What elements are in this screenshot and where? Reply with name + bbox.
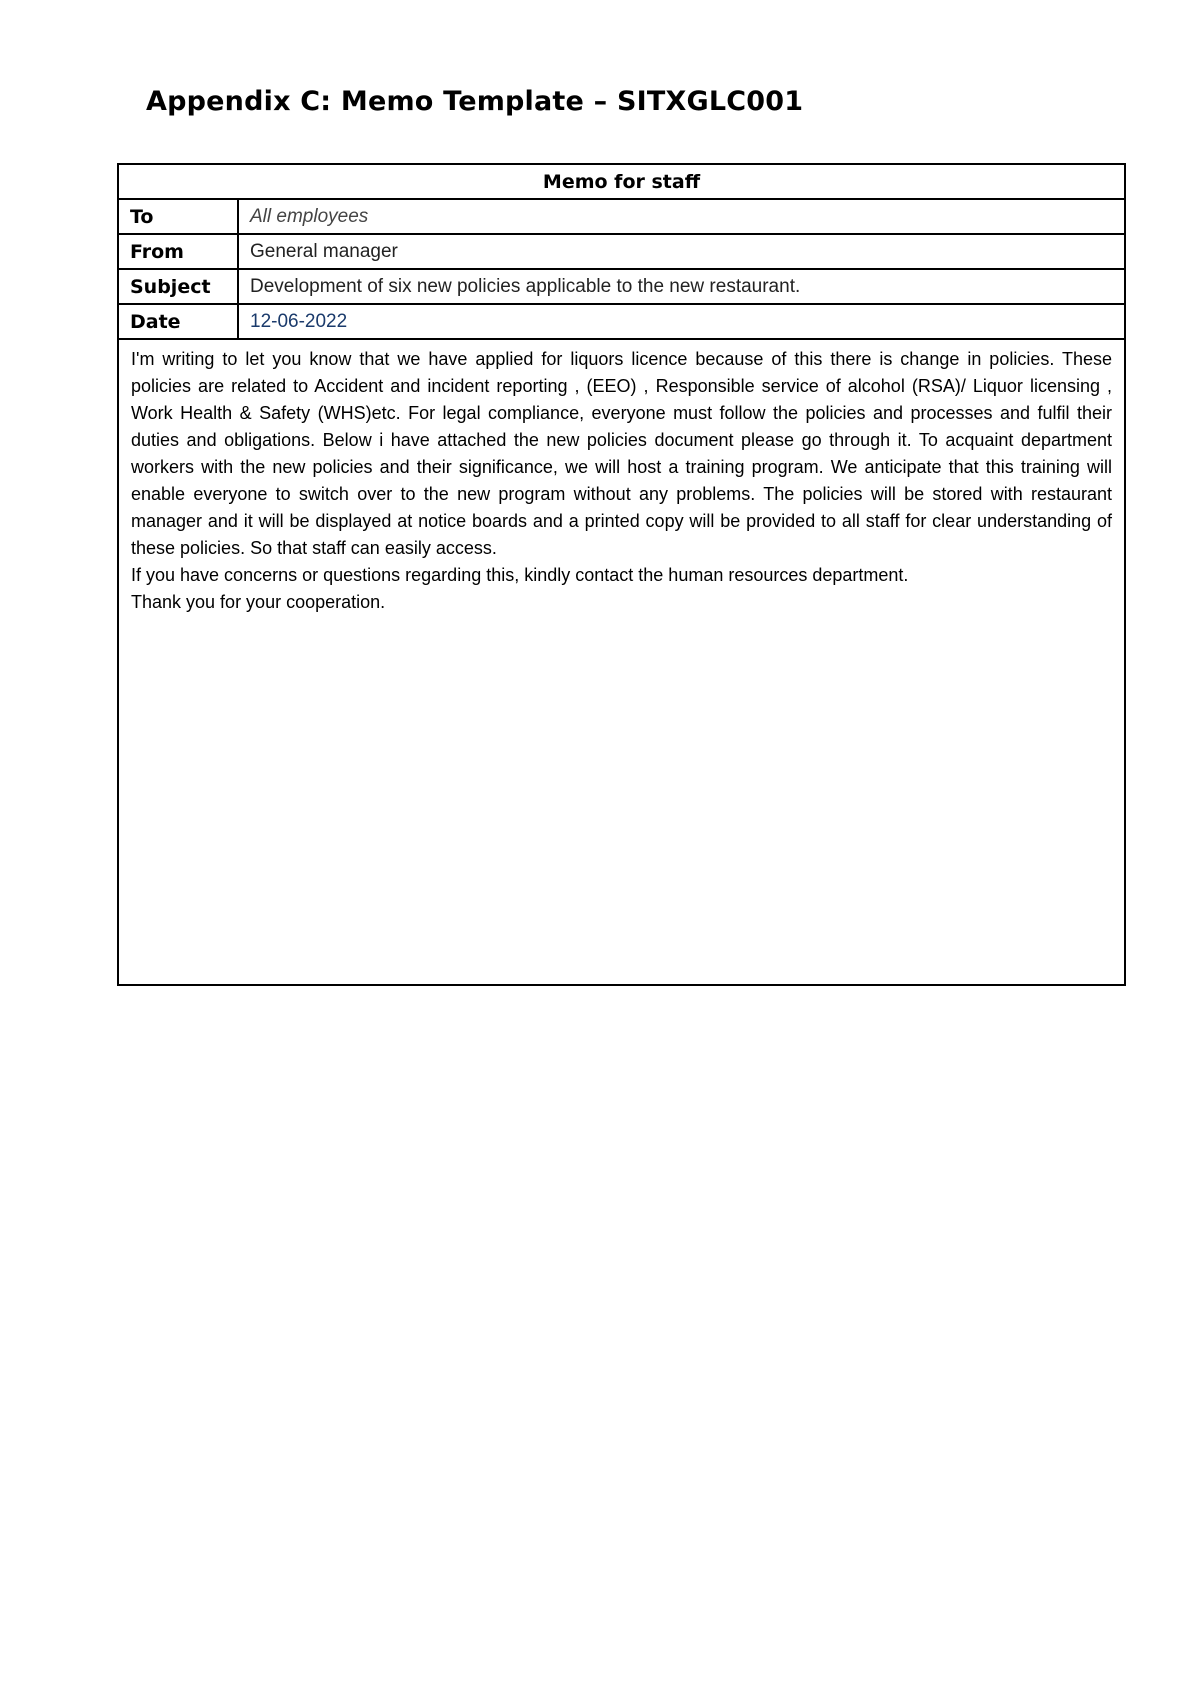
subject-label: Subject: [118, 269, 238, 304]
subject-value: Development of six new policies applicable to the new restaurant.: [238, 269, 1125, 304]
page-title: Appendix C: Memo Template – SITXGLC001: [146, 86, 804, 117]
memo-body-paragraph: I'm writing to let you know that we have applied for liquors licence because of this there is change in policies. These policies are related to Accident and incident reporting , (EEO) , Responsible service of alcohol (RSA)/ Liquor licensing , Work Health & Safety (WHS)etc. For legal compliance, everyone must follow the policies and processes and fulfil their duties and obligations. Below i have attached the new policies document please go through it. To acquaint department workers with the new policies and their significance, we will host a training program. We anticipate that this training will enable everyone to switch over to the new program without any problems. The policies will be stored with restaurant manager and it will be displayed at notice boards and a printed copy will be provided to all staff for clear understanding of these policies. So that staff can easily access.: [131, 349, 1113, 558]
from-label: From: [118, 234, 238, 269]
from-value: General manager: [238, 234, 1125, 269]
memo-subject-row: [118, 269, 1125, 304]
to-value: All employees: [238, 199, 1125, 234]
memo-from-row: [118, 234, 1125, 269]
date-label: Date: [118, 304, 238, 339]
memo-table: [117, 163, 1126, 986]
to-label: To: [118, 199, 238, 234]
memo-thanks-line: Thank you for your cooperation.: [131, 592, 386, 612]
memo-header-row: [118, 164, 1125, 199]
date-value: 12-06-2022: [238, 304, 1125, 339]
memo-date-row: [118, 304, 1125, 339]
memo-body: [118, 339, 1125, 985]
memo-to-row: [118, 199, 1125, 234]
memo-body-row: [118, 339, 1125, 985]
memo-header: Memo for staff: [118, 164, 1125, 199]
memo-concerns-line: If you have concerns or questions regarding this, kindly contact the human resources department.: [131, 565, 909, 585]
